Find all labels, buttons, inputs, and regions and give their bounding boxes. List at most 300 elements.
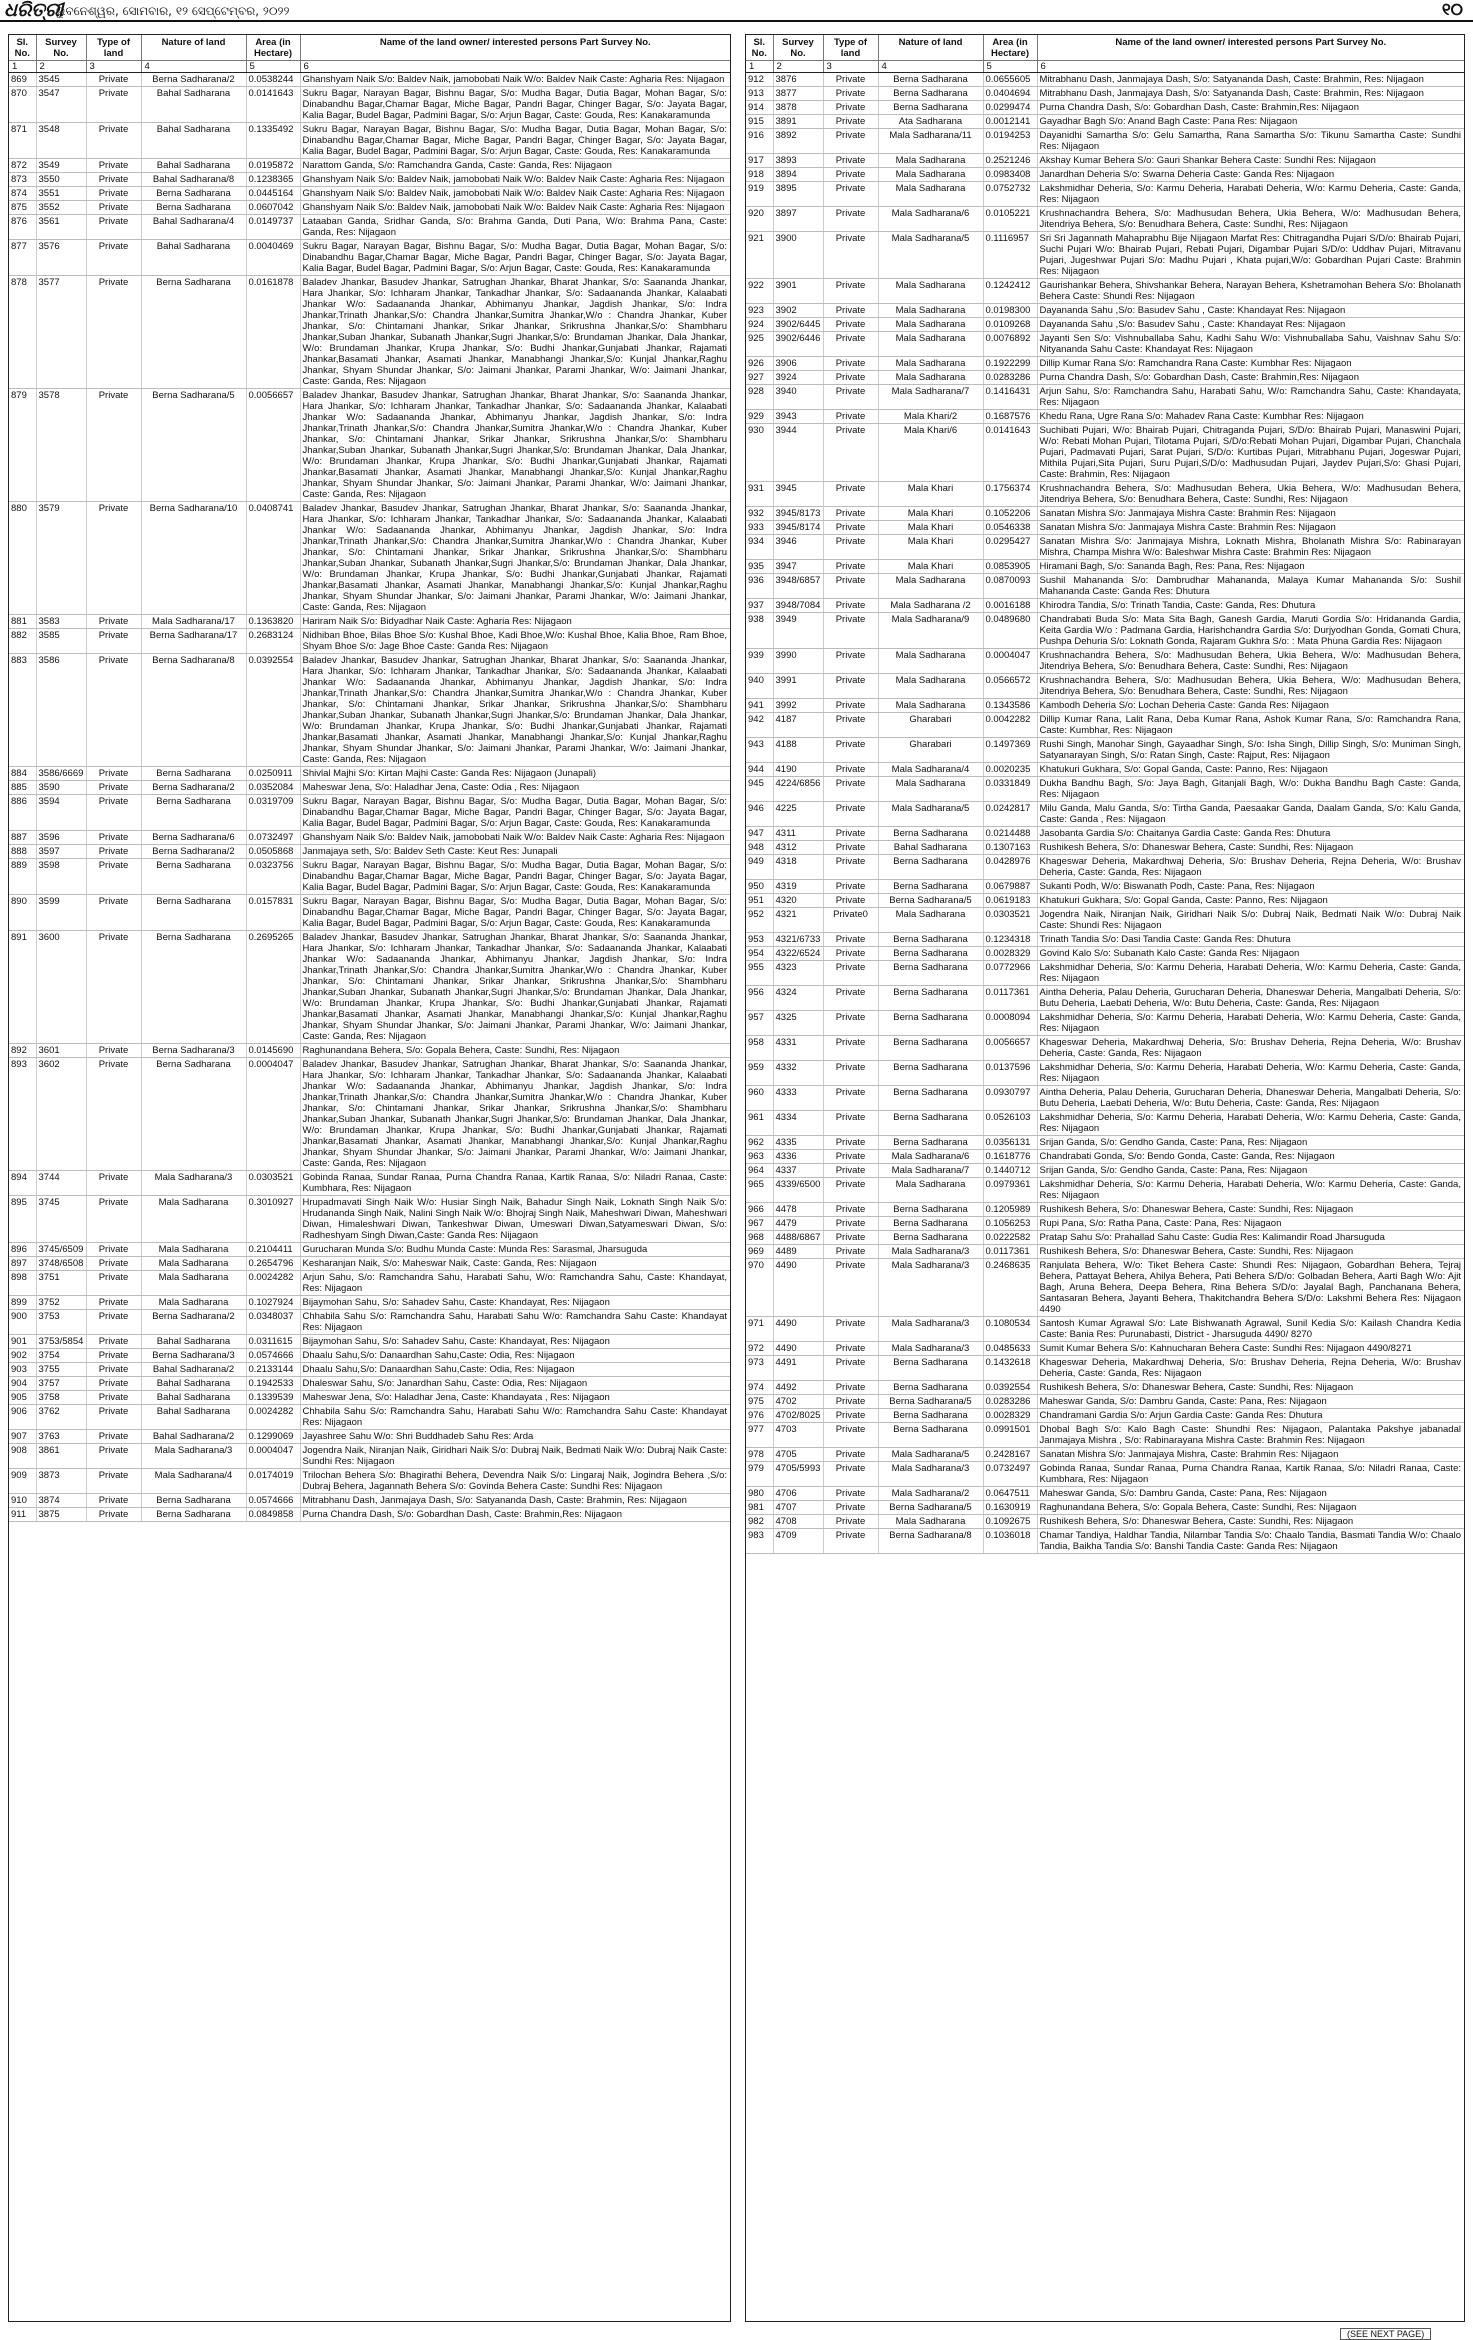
cell-survey-no: 3597 <box>36 845 86 859</box>
land-table-right <box>746 35 1464 1554</box>
cell-survey-no: 4703 <box>773 1423 823 1448</box>
cell-area: 0.1363820 <box>246 615 300 629</box>
table-row <box>746 1203 1464 1217</box>
cell-owner: Dukha Bandhu Bagh, S/o: Jaya Bagh, Gitanjali Bagh, W/o: Dukha Bandhu Bagh Caste: Ganda, Res: Nijagaon <box>1037 777 1464 802</box>
cell-land-nature: Mala Sadharana/9 <box>878 613 983 649</box>
cell-area: 0.1335492 <box>246 123 300 159</box>
table-row <box>9 276 730 389</box>
table-row <box>746 894 1464 908</box>
cell-land-type: Private <box>823 713 878 738</box>
cell-owner: Maheswar Jena, S/o: Haladhar Jena, Caste: Odia , Res: Nijagaon <box>300 781 730 795</box>
cell-land-nature: Berna Sadharana <box>878 947 983 961</box>
cell-land-nature: Mala Sadharana <box>878 304 983 318</box>
cell-land-nature: Mala Sadharana/3 <box>878 1317 983 1342</box>
table-row <box>746 777 1464 802</box>
cell-area: 0.0607042 <box>246 201 300 215</box>
cell-owner: Jogendra Naik, Niranjan Naik, Giridhari Naik S/o: Dubraj Naik, Bedmati Naik W/o: Dubraj Naik Caste: Sundhi Res: Nijagaon <box>300 1444 730 1469</box>
cell-sl-no: 935 <box>746 560 773 574</box>
cell-area: 0.0024282 <box>246 1405 300 1430</box>
cell-land-type: Private <box>86 1271 141 1296</box>
cell-area: 0.0195872 <box>246 159 300 173</box>
cell-owner: Dhaalu Sahu,S/o: Danaardhan Sahu,Caste: Odia, Res: Nijagaon <box>300 1349 730 1363</box>
cell-land-type: Private <box>86 1058 141 1171</box>
cell-survey-no: 4325 <box>773 1011 823 1036</box>
cell-survey-no: 4337 <box>773 1164 823 1178</box>
cell-owner: Trilochan Behera S/o: Bhagirathi Behera, Devendra Naik S/o: Lingaraj Naik, Jogindra Behera ,S/o: Dubraj Behera, Jagannath Behera S/o: Govinda Behera Caste: Sundhi Res: Nijagaon <box>300 1469 730 1494</box>
cell-land-nature: Mala Khari <box>878 482 983 507</box>
cell-area: 0.0546338 <box>983 521 1037 535</box>
cell-sl-no: 928 <box>746 385 773 410</box>
cell-survey-no: 3586/6669 <box>36 767 86 781</box>
cell-land-nature: Berna Sadharana <box>878 1231 983 1245</box>
table-row <box>746 699 1464 713</box>
cell-owner: Aintha Deheria, Palau Deheria, Gurucharan Deheria, Dhaneswar Deheria, Mangalbati Deheria, S/o: Butu Deheria, Laebati Deheria, W/o: Butu Deheria, Caste: Ganda, Res: Nijagaon <box>1037 986 1464 1011</box>
cell-land-type: Private <box>823 207 878 232</box>
cell-area: 0.0117361 <box>983 986 1037 1011</box>
cell-sl-no: 942 <box>746 713 773 738</box>
col-number: 1 <box>746 61 773 73</box>
cell-survey-no: 3744 <box>36 1171 86 1196</box>
cell-sl-no: 889 <box>9 859 36 895</box>
table-row <box>746 385 1464 410</box>
cell-land-type: Private <box>86 1171 141 1196</box>
cell-survey-no: 3902/6446 <box>773 332 823 357</box>
cell-land-type: Private <box>823 115 878 129</box>
cell-land-type: Private <box>823 1178 878 1203</box>
cell-sl-no: 896 <box>9 1243 36 1257</box>
cell-owner: Shivlal Majhi S/o: Kirtan Majhi Caste: Ganda Res: Nijagaon (Junapali) <box>300 767 730 781</box>
cell-survey-no: 4319 <box>773 880 823 894</box>
cell-land-nature: Berna Sadharana <box>878 1381 983 1395</box>
cell-sl-no: 950 <box>746 880 773 894</box>
cell-survey-no: 3991 <box>773 674 823 699</box>
cell-sl-no: 874 <box>9 187 36 201</box>
cell-sl-no: 977 <box>746 1423 773 1448</box>
cell-land-nature: Berna Sadharana <box>141 1508 246 1522</box>
cell-land-nature: Mala Sadharana <box>878 574 983 599</box>
cell-owner: Santosh Kumar Agrawal S/o: Late Bishwanath Agrawal, Sunil Kedia S/o: Kailash Chandra Kedia Caste: Bania Res: Purunabasti, District - Jharsuguda 4490/ 8270 <box>1037 1317 1464 1342</box>
cell-land-nature: Mala Sadharana <box>878 279 983 304</box>
cell-area: 0.0526103 <box>983 1111 1037 1136</box>
cell-land-type: Private <box>86 615 141 629</box>
cell-land-type: Private <box>86 87 141 123</box>
cell-owner: Chandrabati Gonda, S/o: Bendo Gonda, Caste: Ganda, Res: Nijagaon <box>1037 1150 1464 1164</box>
table-row <box>9 781 730 795</box>
cell-land-type: Private <box>86 1257 141 1271</box>
cell-area: 0.1116957 <box>983 232 1037 279</box>
cell-area: 0.1687576 <box>983 410 1037 424</box>
cell-survey-no: 3600 <box>36 931 86 1044</box>
cell-area: 0.0242817 <box>983 802 1037 827</box>
cell-area: 0.0194253 <box>983 129 1037 154</box>
table-row <box>746 115 1464 129</box>
cell-owner: Dillip Kumar Rana S/o: Ramchandra Rana Caste: Kumbhar Res: Nijagaon <box>1037 357 1464 371</box>
cell-land-type: Private <box>86 240 141 276</box>
cell-sl-no: 925 <box>746 332 773 357</box>
cell-land-nature: Berna Sadharana <box>141 931 246 1044</box>
cell-area: 0.0428976 <box>983 855 1037 880</box>
table-row <box>9 795 730 831</box>
cell-land-nature: Berna Sadharana <box>141 276 246 389</box>
newspaper-logo: ଧରିତ୍ରୀ <box>4 0 64 21</box>
cell-area: 0.1092675 <box>983 1515 1037 1529</box>
cell-sl-no: 891 <box>9 931 36 1044</box>
cell-sl-no: 910 <box>9 1494 36 1508</box>
cell-land-nature: Mala Sadharana <box>878 182 983 207</box>
table-row <box>746 1178 1464 1203</box>
cell-land-type: Private <box>823 574 878 599</box>
cell-survey-no: 3590 <box>36 781 86 795</box>
cell-area: 0.0024282 <box>246 1271 300 1296</box>
table-row <box>746 182 1464 207</box>
cell-survey-no: 3876 <box>773 73 823 87</box>
cell-land-nature: Mala Sadharana <box>141 1243 246 1257</box>
cell-owner: Mitrabhanu Dash, Janmajaya Dash, S/o: Satyananda Dash, Caste: Brahmin, Res: Nijagaon <box>1037 87 1464 101</box>
cell-owner: Sanatan Mishra S/o: Janmajaya Mishra Caste: Brahmin Res: Nijagaon <box>1037 521 1464 535</box>
cell-survey-no: 3900 <box>773 232 823 279</box>
cell-land-type: Private <box>823 129 878 154</box>
cell-owner: Baladev Jhankar, Basudev Jhankar, Satrughan Jhankar, Bharat Jhankar, S/o: Saananda Jhankar, Hara Jhankar, S/o: Ichharam Jhankar, Tankadhar Jhankar, S/o: Sadaananda Jhankar, Kalaabati Jhankar W/o: Sadaananda Jhankar, Abhimanyu Jhankar, Jagdish Jhankar, S/o: Indra Jhankar,Trinath Jhankar,S/o: Chandra Jhankar,Sumitra Jhankar,W/o : Chandra Jhankar, Kuber Jhankar, S/o: Chintamani Jhankar, Srikar Jhankar, Srikrushna Jhankar,S/o: Shambharu Jhankar,Suban Jhankar, Subanath Jhankar,Sugri Jhankar,S/o: Brundaman Jhankar, Dala Jhankar, W/o: Brundaman Jhankar, Krupa Jhankar, S/o: Budhi Jhankar,Gunjabati Jhankar, Rajamati Jhankar,Basamati Jhankar, Asamati Jhankar, Manabhangi Jhankar,S/o: Kunjal Jhankar,Raghu Jhankar, Shyam Shundar Jhankar, S/o: Jaimani Jhankar, Parami Jhankar, W/o: Jaimani Jhankar, Caste: Ganda, Res: Nijagaon <box>300 654 730 767</box>
cell-sl-no: 919 <box>746 182 773 207</box>
cell-sl-no: 869 <box>9 73 36 87</box>
cell-survey-no: 3949 <box>773 613 823 649</box>
cell-owner: Pratap Sahu S/o: Prahallad Sahu Caste: Gudia Res: Kalimandir Road Jharsuguda <box>1037 1231 1464 1245</box>
cell-land-nature: Mala Khari/2 <box>878 410 983 424</box>
cell-sl-no: 978 <box>746 1448 773 1462</box>
cell-land-type: Private <box>823 841 878 855</box>
cell-sl-no: 920 <box>746 207 773 232</box>
cell-owner: Sanatan Mishra S/o: Janmajaya Mishra, Loknath Mishra, Bholanath Mishra S/o: Rabinarayan Mishra, Champa Mishra W/o: Baleshwar Mishra Caste: Brahmin Res: Nijagaon <box>1037 535 1464 560</box>
table-row <box>746 1111 1464 1136</box>
cell-land-type: Private <box>86 1469 141 1494</box>
cell-sl-no: 875 <box>9 201 36 215</box>
table-row <box>746 560 1464 574</box>
cell-land-nature: Berna Sadharana/10 <box>141 502 246 615</box>
cell-land-type: Private <box>823 599 878 613</box>
cell-survey-no: 4323 <box>773 961 823 986</box>
table-row <box>746 332 1464 357</box>
cell-land-type: Private <box>86 795 141 831</box>
cell-owner: Khirodra Tandia, S/o: Trinath Tandia, Caste: Ganda, Res: Dhutura <box>1037 599 1464 613</box>
cell-area: 0.0647511 <box>983 1487 1037 1501</box>
cell-owner: Arjun Sahu, S/o: Ramchandra Sahu, Harabati Sahu, W/o: Ramchandra Sahu, Caste: Khandayat, Res: Nijagaon <box>300 1271 730 1296</box>
cell-area: 0.1618776 <box>983 1150 1037 1164</box>
table-row <box>9 87 730 123</box>
cell-land-type: Private <box>86 931 141 1044</box>
col-header-survey: Survey No. <box>773 35 823 61</box>
cell-land-nature: Berna Sadharana/3 <box>141 1349 246 1363</box>
cell-land-type: Private <box>86 895 141 931</box>
cell-land-type: Private <box>823 880 878 894</box>
cell-owner: Purna Chandra Dash, S/o: Gobardhan Dash, Caste: Brahmin,Res: Nijagaon <box>1037 101 1464 115</box>
cell-survey-no: 3602 <box>36 1058 86 1171</box>
cell-sl-no: 922 <box>746 279 773 304</box>
table-row <box>746 521 1464 535</box>
cell-survey-no: 4492 <box>773 1381 823 1395</box>
table-row <box>746 1317 1464 1342</box>
cell-land-type: Private <box>823 410 878 424</box>
left-column <box>8 34 731 2322</box>
cell-area: 0.0348037 <box>246 1310 300 1335</box>
cell-sl-no: 894 <box>9 1171 36 1196</box>
cell-sl-no: 885 <box>9 781 36 795</box>
table-body-right <box>746 73 1464 1554</box>
cell-land-type: Private <box>823 1409 878 1423</box>
cell-sl-no: 962 <box>746 1136 773 1150</box>
table-row <box>746 507 1464 521</box>
cell-owner: Dayananda Sahu ,S/o: Basudev Sahu , Caste: Khandayat Res: Nijagaon <box>1037 318 1464 332</box>
cell-land-nature: Mala Sadharana/6 <box>878 207 983 232</box>
cell-land-nature: Berna Sadharana <box>141 895 246 931</box>
cell-owner: Gaurishankar Behera, Shivshankar Behera, Narayan Behera, Kshetramohan Behera S/o: Bholanath Behera Caste: Shundi Res: Nijagaon <box>1037 279 1464 304</box>
cell-land-type: Private <box>86 159 141 173</box>
cell-survey-no: 3902/6445 <box>773 318 823 332</box>
cell-owner: Srijan Ganda, S/o: Gendho Ganda, Caste: Pana, Res: Nijagaon <box>1037 1136 1464 1150</box>
table-row <box>746 318 1464 332</box>
cell-area: 0.1497369 <box>983 738 1037 763</box>
table-row <box>746 1487 1464 1501</box>
cell-survey-no: 3940 <box>773 385 823 410</box>
table-row <box>9 831 730 845</box>
cell-sl-no: 982 <box>746 1515 773 1529</box>
cell-owner: Ghanshyam Naik S/o: Baldev Naik, jamobobati Naik W/o: Baldev Naik Caste: Agharia Res: Nijagaon <box>300 187 730 201</box>
cell-survey-no: 3599 <box>36 895 86 931</box>
cell-land-nature: Mala Sadharana/3 <box>141 1444 246 1469</box>
cell-owner: Gobinda Ranaa, Sundar Ranaa, Purna Chandra Ranaa, Kartik Ranaa, S/o: Niladri Ranaa, Caste: Kumbhara, Res: Nijagaon <box>1037 1462 1464 1487</box>
table-row <box>746 1342 1464 1356</box>
cell-land-nature: Mala Sadharana/3 <box>878 1259 983 1317</box>
table-row <box>9 1058 730 1171</box>
cell-land-nature: Berna Sadharana <box>878 855 983 880</box>
cell-owner: Baladev Jhankar, Basudev Jhankar, Satrughan Jhankar, Bharat Jhankar, S/o: Saananda Jhankar, Hara Jhankar, S/o: Ichharam Jhankar, Tankadhar Jhankar, S/o: Sadaananda Jhankar, Kalaabati Jhankar W/o: Sadaananda Jhankar, Abhimanyu Jhankar, Jagdish Jhankar, S/o: Indra Jhankar,Trinath Jhankar,S/o: Chandra Jhankar,Sumitra Jhankar,W/o : Chandra Jhankar, Kuber Jhankar, S/o: Chintamani Jhankar, Srikar Jhankar, Srikrushna Jhankar,S/o: Shambharu Jhankar,Suban Jhankar, Subanath Jhankar,Sugri Jhankar,S/o: Brundaman Jhankar, Dala Jhankar, W/o: Brundaman Jhankar, Krupa Jhankar, S/o: Budhi Jhankar,Gunjabati Jhankar, Rajamati Jhankar,Basamati Jhankar, Asamati Jhankar, Manabhangi Jhankar,S/o: Kunjal Jhankar,Raghu Jhankar, Shyam Shundar Jhankar, S/o: Jaimani Jhankar, Parami Jhankar, W/o: Jaimani Jhankar, Caste: Ganda, Res: Nijagaon <box>300 931 730 1044</box>
table-row <box>746 908 1464 933</box>
cell-area: 0.0042282 <box>983 713 1037 738</box>
cell-owner: Hiramani Bagh, S/o: Sananda Bagh, Res: Pana, Res: Nijagaon <box>1037 560 1464 574</box>
table-row <box>746 304 1464 318</box>
cell-survey-no: 3945/8174 <box>773 521 823 535</box>
cell-land-type: Private <box>823 613 878 649</box>
cell-land-nature: Mala Sadharana/5 <box>878 802 983 827</box>
cell-land-type: Private <box>86 859 141 895</box>
cell-land-type: Private <box>86 389 141 502</box>
cell-land-nature: Mala Sadharana/3 <box>878 1342 983 1356</box>
table-row <box>9 1469 730 1494</box>
cell-area: 0.0222582 <box>983 1231 1037 1245</box>
table-row <box>9 1494 730 1508</box>
cell-sl-no: 897 <box>9 1257 36 1271</box>
cell-owner: Sanatan Mishra S/o: Janmajaya Mishra, Caste: Brahmin Res: Nijagaon <box>1037 1448 1464 1462</box>
table-row <box>746 599 1464 613</box>
cell-land-type: Private <box>823 1203 878 1217</box>
cell-survey-no: 3947 <box>773 560 823 574</box>
cell-owner: Lakshmidhar Deheria, S/o: Karmu Deheria, Harabati Deheria, W/o: Karmu Deheria, Caste: Ganda, Res: Nijagaon <box>1037 182 1464 207</box>
cell-survey-no: 4488/6867 <box>773 1231 823 1245</box>
cell-land-nature: Mala Sadharana/3 <box>141 1171 246 1196</box>
cell-area: 0.2695265 <box>246 931 300 1044</box>
cell-survey-no: 3901 <box>773 279 823 304</box>
cell-sl-no: 954 <box>746 947 773 961</box>
cell-land-type: Private <box>86 781 141 795</box>
cell-owner: Sukru Bagar, Narayan Bagar, Bishnu Bagar, S/o: Mudha Bagar, Dutia Bagar, Mohan Bagar, S/o: Dinabandhu Bagar,Chamar Bagar, Miche Bagar, Pandri Bagar, Chinger Bagar, S/o: Jayata Bagar, Kalia Bagar, Budel Bagar, Padmini Bagar, S/o: Arjun Bagar, Caste: Gouda, Res: Kanakaramunda <box>300 859 730 895</box>
cell-land-nature: Mala Sadharana/4 <box>878 763 983 777</box>
cell-area: 0.0004047 <box>246 1058 300 1171</box>
cell-sl-no: 973 <box>746 1356 773 1381</box>
cell-owner: Kambodh Deheria S/o: Lochan Deheria Caste: Ganda Res: Nijagaon <box>1037 699 1464 713</box>
cell-land-nature: Mala Sadharana/5 <box>878 1448 983 1462</box>
cell-sl-no: 914 <box>746 101 773 115</box>
cell-owner: Bijaymohan Sahu, S/o: Sahadev Sahu, Caste: Khandayat, Res: Nijagaon <box>300 1335 730 1349</box>
cell-survey-no: 3873 <box>36 1469 86 1494</box>
cell-land-nature: Gharabari <box>878 713 983 738</box>
cell-area: 0.0574666 <box>246 1494 300 1508</box>
cell-land-type: Private <box>823 73 878 87</box>
cell-owner: Dhaleswar Sahu, S/o: Janardhan Sahu, Caste: Odia, Res: Nijagaon <box>300 1377 730 1391</box>
cell-owner: Rupi Pana, S/o: Ratha Pana, Caste: Pana, Res: Nijagaon <box>1037 1217 1464 1231</box>
cell-land-nature: Mala Sadharana <box>878 908 983 933</box>
cell-owner: Sumit Kumar Behera S/o: Kahnucharan Behera Caste: Sundhi Res: Nijagaon 4490/8271 <box>1037 1342 1464 1356</box>
cell-sl-no: 937 <box>746 599 773 613</box>
cell-owner: Sukru Bagar, Narayan Bagar, Bishnu Bagar, S/o: Mudha Bagar, Dutia Bagar, Mohan Bagar, S/o: Dinabandhu Bagar,Chamar Bagar, Miche Bagar, Pandri Bagar, Chinger Bagar, S/o: Jayata Bagar, Kalia Bagar, Budel Bagar, Padmini Bagar, S/o: Arjun Bagar, Caste: Gouda, Res: Kanakaramunda <box>300 123 730 159</box>
cell-owner: Hrupadmavati Singh Naik W/o: Husiar Singh Naik, Bahadur Singh Naik, Loknath Singh Naik S/o: Hrudananda Singh Naik, Nalini Singh Naik W/o: Bhojraj Singh Naik, Maheshwari Diwan, Maheshwari Diwan, Himaleshwari Diwan, Tankeshwar Diwan, Umeswari Diwan,Satyameswari Diwan, S/o: Radheshyam Singh Diwan,Caste: Ganda Res: Nijagaon <box>300 1196 730 1243</box>
col-number: 1 <box>9 61 36 73</box>
cell-owner: Govind Kalo S/o: Subanath Kalo Caste: Ganda Res: Nijagaon <box>1037 947 1464 961</box>
cell-survey-no: 4312 <box>773 841 823 855</box>
cell-land-nature: Mala Sadharana <box>878 318 983 332</box>
cell-land-nature: Berna Sadharana <box>141 1494 246 1508</box>
table-row <box>9 1271 730 1296</box>
cell-survey-no: 3894 <box>773 168 823 182</box>
cell-owner: Ghanshyam Naik S/o: Baldev Naik, jamobobati Naik W/o: Baldev Naik Caste: Agharia Res: Nijagaon <box>300 73 730 87</box>
cell-sl-no: 895 <box>9 1196 36 1243</box>
cell-owner: Dillip Kumar Rana, Lalit Rana, Deba Kumar Rana, Ashok Kumar Rana, S/o: Ramchandra Rana, Caste: Kumbhar, Res: Nijagaon <box>1037 713 1464 738</box>
cell-land-nature: Gharabari <box>878 738 983 763</box>
cell-survey-no: 4321 <box>773 908 823 933</box>
cell-area: 0.0445164 <box>246 187 300 201</box>
cell-area: 0.0295427 <box>983 535 1037 560</box>
cell-owner: Bijaymohan Sahu, S/o: Sahadev Sahu, Caste: Khandayat, Res: Nijagaon <box>300 1296 730 1310</box>
cell-land-nature: Berna Sadharana <box>878 101 983 115</box>
cell-land-nature: Mala Sadharana/7 <box>878 1164 983 1178</box>
cell-survey-no: 3752 <box>36 1296 86 1310</box>
cell-owner: Suchibati Pujari, W/o: Bhairab Pujari, Chitraganda Pujari, S/D/o: Bhairab Pujari, Manaswini Pujari, W/o: Rebati Mohan Pujari, Tilotama Pujari, S/D/o:Rebati Mohan Pujari, Digambar Pujari, Chanchala Pujari, Padmavati Pujari, Sarat Pujari, S/D/o: Kurtibas Pujari, Mitrabhanu Pujari, Jogeswar Pujari, Mithila Pujari,Sita Pujari, Suru Pujari,S/D/o: Madhusudan Pujari, Jaydev Pujari,S/o: Ghasi Pujari, Caste: Brahmin, Res: Nijagaon <box>1037 424 1464 482</box>
cell-owner: Lakshmidhar Deheria, S/o: Karmu Deheria, Harabati Deheria, W/o: Karmu Deheria, Caste: Ganda, Res: Nijagaon <box>1037 1178 1464 1203</box>
cell-owner: Trinath Tandia S/o: Dasi Tandia Caste: Ganda Res: Dhutura <box>1037 933 1464 947</box>
col-number: 2 <box>36 61 86 73</box>
cell-sl-no: 909 <box>9 1469 36 1494</box>
cell-owner: Krushnachandra Behera, S/o: Madhusudan Behera, Ukia Behera, W/o: Madhusudan Behera, Jitendriya Behera, S/o: Benudhara Behera, Caste: Sundhi, Res: Nijagaon <box>1037 207 1464 232</box>
table-row <box>746 482 1464 507</box>
cell-survey-no: 4706 <box>773 1487 823 1501</box>
cell-area: 0.0004047 <box>983 649 1037 674</box>
cell-area: 0.1432618 <box>983 1356 1037 1381</box>
cell-land-nature: Mala Khari <box>878 507 983 521</box>
cell-area: 0.0323756 <box>246 859 300 895</box>
table-row <box>746 1011 1464 1036</box>
cell-sl-no: 930 <box>746 424 773 482</box>
cell-owner: Raghunandana Behera, S/o: Gopala Behera, Caste: Sundhi, Res: Nijagaon <box>300 1044 730 1058</box>
cell-owner: Jayanti Sen S/o: Vishnuballaba Sahu, Kadhi Sahu W/o: Vishnuballaba Sahu, Vaishnav Sahu S/o: Nityananda Sahu Caste: Khandayat Res: Nijagaon <box>1037 332 1464 357</box>
cell-area: 0.1036018 <box>983 1529 1037 1554</box>
cell-land-nature: Berna Sadharana/3 <box>141 1044 246 1058</box>
cell-sl-no: 957 <box>746 1011 773 1036</box>
cell-area: 0.0028329 <box>983 1409 1037 1423</box>
table-row <box>9 615 730 629</box>
cell-land-nature: Berna Sadharana/6 <box>141 831 246 845</box>
table-row <box>746 649 1464 674</box>
cell-land-nature: Bahal Sadharana <box>141 159 246 173</box>
cell-sl-no: 936 <box>746 574 773 599</box>
table-row <box>9 240 730 276</box>
cell-land-type: Private <box>823 1086 878 1111</box>
cell-sl-no: 873 <box>9 173 36 187</box>
table-body-left <box>9 73 730 1522</box>
table-row <box>746 371 1464 385</box>
cell-survey-no: 3745 <box>36 1196 86 1243</box>
cell-sl-no: 965 <box>746 1178 773 1203</box>
cell-area: 0.0141643 <box>983 424 1037 482</box>
cell-owner: Rushikesh Behera, S/o: Dhaneswar Behera, Caste: Sundhi, Res: Nijagaon <box>1037 1203 1464 1217</box>
table-row <box>746 1136 1464 1150</box>
cell-owner: Chandramani Gardia S/o: Arjun Gardia Caste: Ganda Res: Dhutura <box>1037 1409 1464 1423</box>
cell-sl-no: 921 <box>746 232 773 279</box>
cell-survey-no: 3576 <box>36 240 86 276</box>
cell-survey-no: 4707 <box>773 1501 823 1515</box>
cell-area: 0.0352084 <box>246 781 300 795</box>
table-row <box>746 841 1464 855</box>
cell-owner: Dhaalu Sahu,S/o: Danaardhan Sahu,Caste: Odia, Res: Nijagaon <box>300 1363 730 1377</box>
cell-land-nature: Ata Sadharana <box>878 115 983 129</box>
cell-sl-no: 870 <box>9 87 36 123</box>
cell-sl-no: 971 <box>746 1317 773 1342</box>
cell-area: 0.0732497 <box>983 1462 1037 1487</box>
cell-area: 0.2521246 <box>983 154 1037 168</box>
cell-owner: Akshay Kumar Behera S/o: Gauri Shankar Behera Caste: Sundhi Res: Nijagaon <box>1037 154 1464 168</box>
cell-survey-no: 3548 <box>36 123 86 159</box>
cell-sl-no: 949 <box>746 855 773 880</box>
col-number: 3 <box>86 61 141 73</box>
cell-land-nature: Mala Sadharana <box>878 1178 983 1203</box>
cell-area: 0.1922299 <box>983 357 1037 371</box>
cell-owner: Sukanti Podh, W/o: Biswanath Podh, Caste: Pana, Res: Nijagaon <box>1037 880 1464 894</box>
cell-land-type: Private <box>823 1448 878 1462</box>
cell-land-type: Private <box>86 1405 141 1430</box>
cell-owner: Sukru Bagar, Narayan Bagar, Bishnu Bagar, S/o: Mudha Bagar, Dutia Bagar, Mohan Bagar, S/o: Dinabandhu Bagar,Chamar Bagar, Miche Bagar, Pandri Bagar, Chinger Bagar, S/o: Jayata Bagar, Kalia Bagar, Budel Bagar, Padmini Bagar, S/o: Arjun Bagar, Caste: Gouda, Res: Kanakaramunda <box>300 87 730 123</box>
cell-land-type: Private <box>823 154 878 168</box>
cell-land-nature: Mala Sadharana <box>878 699 983 713</box>
cell-land-type: Private <box>86 767 141 781</box>
cell-sl-no: 908 <box>9 1444 36 1469</box>
table-row <box>746 1356 1464 1381</box>
column-number-row <box>9 61 730 73</box>
cell-owner: Baladev Jhankar, Basudev Jhankar, Satrughan Jhankar, Bharat Jhankar, S/o: Saananda Jhankar, Hara Jhankar, S/o: Ichharam Jhankar, Tankadhar Jhankar, S/o: Sadaananda Jhankar, Kalaabati Jhankar W/o: Sadaananda Jhankar, Abhimanyu Jhankar, Jagdish Jhankar, S/o: Indra Jhankar,Trinath Jhankar,S/o: Chandra Jhankar,Sumitra Jhankar,W/o : Chandra Jhankar, Kuber Jhankar, S/o: Chintamani Jhankar, Srikar Jhankar, Srikrushna Jhankar,S/o: Shambharu Jhankar,Suban Jhankar, Subanath Jhankar,Sugri Jhankar,S/o: Brundaman Jhankar, Dala Jhankar, W/o: Brundaman Jhankar, Krupa Jhankar, S/o: Budhi Jhankar,Gunjabati Jhankar, Rajamati Jhankar,Basamati Jhankar, Asamati Jhankar, Manabhangi Jhankar,S/o: Kunjal Jhankar,Raghu Jhankar, Shyam Shundar Jhankar, S/o: Jaimani Jhankar, Parami Jhankar, W/o: Jaimani Jhankar, Caste: Ganda, Res: Nijagaon <box>300 1058 730 1171</box>
cell-sl-no: 888 <box>9 845 36 859</box>
col-header-nature: Nature of land <box>878 35 983 61</box>
cell-owner: Lakshmidhar Deheria, S/o: Karmu Deheria, Harabati Deheria, W/o: Karmu Deheria, Caste: Ganda, Res: Nijagaon <box>1037 961 1464 986</box>
cell-owner: Rushikesh Behera, S/o: Dhaneswar Behera, Caste: Sundhi, Res: Nijagaon <box>1037 1381 1464 1395</box>
cell-owner: Khatukuri Gukhara, S/o: Gopal Ganda, Caste: Panno, Res: Nijagaon <box>1037 894 1464 908</box>
cell-survey-no: 3943 <box>773 410 823 424</box>
cell-area: 0.1242412 <box>983 279 1037 304</box>
cell-area: 0.0299474 <box>983 101 1037 115</box>
cell-sl-no: 961 <box>746 1111 773 1136</box>
cell-land-type: Private <box>823 933 878 947</box>
cell-land-type: Private <box>823 182 878 207</box>
cell-land-type: Private <box>86 173 141 187</box>
cell-sl-no: 945 <box>746 777 773 802</box>
cell-land-nature: Mala Sadharana <box>141 1257 246 1271</box>
cell-sl-no: 892 <box>9 1044 36 1058</box>
cell-land-nature: Berna Sadharana <box>878 933 983 947</box>
